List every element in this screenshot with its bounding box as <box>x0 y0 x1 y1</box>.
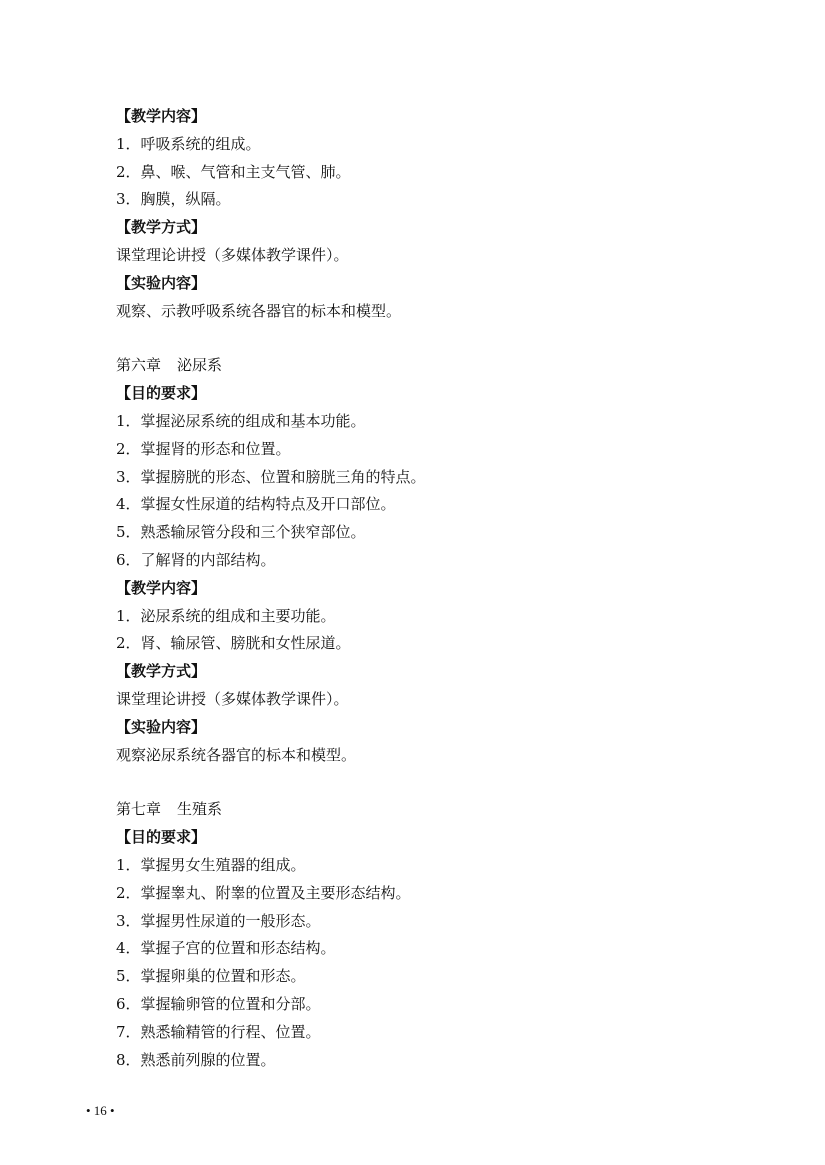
list-item: 5．熟悉输尿管分段和三个狭窄部位。 <box>116 523 366 542</box>
list-item: 3．掌握男性尿道的一般形态。 <box>116 911 321 930</box>
teaching-method-text: 课堂理论讲授（多媒体教学课件）。 <box>116 689 349 708</box>
list-item: 5．掌握卵巢的位置和形态。 <box>116 967 306 986</box>
teaching-content-heading: 【教学内容】 <box>116 107 207 125</box>
objectives-heading: 【目的要求】 <box>116 828 207 847</box>
teaching-content-heading: 【教学内容】 <box>116 578 207 597</box>
list-item: 8．熟悉前列腺的位置。 <box>116 1050 276 1069</box>
experiment-text: 观察泌尿系统各器官的标本和模型。 <box>116 745 357 764</box>
list-item: 4．掌握女性尿道的结构特点及开口部位。 <box>116 495 396 514</box>
chapter-name: 泌尿系 <box>177 356 223 375</box>
list-item: 1．掌握男女生殖器的组成。 <box>116 855 306 874</box>
list-item: 7．熟悉输精管的行程、位置。 <box>116 1022 321 1041</box>
chapter-number: 第七章 <box>116 800 162 819</box>
list-item: 3．胸膜，纵隔。 <box>116 190 231 209</box>
page-content <box>116 103 796 1074</box>
list-item: 6．掌握输卵管的位置和分部。 <box>116 994 321 1013</box>
teaching-method-text: 课堂理论讲授（多媒体教学课件）。 <box>116 245 349 264</box>
list-item: 2．掌握睾丸、附睾的位置及主要形态结构。 <box>116 883 411 902</box>
chapter-title <box>116 796 796 824</box>
list-item: 2．鼻、喉、气管和主支气管、肺。 <box>116 162 351 181</box>
list-item: 2．肾、输尿管、膀胱和女性尿道。 <box>116 634 351 653</box>
list-item: 1．掌握泌尿系统的组成和基本功能。 <box>116 411 366 430</box>
list-item: 4．掌握子宫的位置和形态结构。 <box>116 939 336 958</box>
teaching-method-heading: 【教学方式】 <box>116 218 207 237</box>
list-item: 6．了解肾的内部结构。 <box>116 550 276 569</box>
experiment-heading: 【实验内容】 <box>116 717 207 736</box>
chapter-number: 第六章 <box>116 356 162 375</box>
chapter-title <box>116 352 796 380</box>
page-number: • 16 • <box>86 1103 115 1118</box>
teaching-method-heading: 【教学方式】 <box>116 662 207 681</box>
list-item: 2．掌握肾的形态和位置。 <box>116 439 291 458</box>
chapter-name: 生殖系 <box>177 800 223 819</box>
list-item: 1．泌尿系统的组成和主要功能。 <box>116 606 336 625</box>
list-item: 1．呼吸系统的组成。 <box>116 134 261 153</box>
experiment-text: 观察、示教呼吸系统各器官的标本和模型。 <box>116 301 402 320</box>
list-item: 3．掌握膀胱的形态、位置和膀胱三角的特点。 <box>116 467 426 486</box>
experiment-heading: 【实验内容】 <box>116 273 207 292</box>
objectives-heading: 【目的要求】 <box>116 384 207 403</box>
